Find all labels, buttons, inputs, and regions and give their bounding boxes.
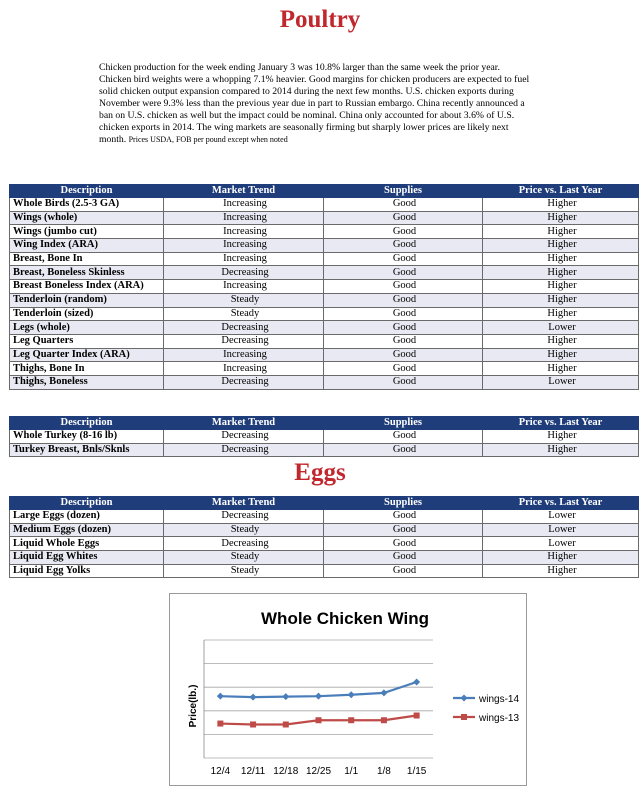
eggs-title: Eggs bbox=[294, 459, 346, 486]
table-row bbox=[10, 198, 639, 212]
supplies-cell: Good bbox=[324, 551, 483, 565]
data-point bbox=[250, 721, 256, 727]
description-cell: Wing Index (ARA) bbox=[10, 239, 164, 253]
table-row bbox=[10, 211, 639, 225]
data-point bbox=[380, 689, 387, 696]
poultry-title: Poultry bbox=[279, 6, 361, 33]
table-row bbox=[10, 510, 639, 524]
table-row bbox=[10, 321, 639, 335]
description-cell: Tenderloin (random) bbox=[10, 293, 164, 307]
trend-cell: Increasing bbox=[164, 225, 324, 239]
description-cell: Leg Quarters bbox=[10, 334, 164, 348]
supplies-cell: Good bbox=[324, 510, 483, 524]
trend-cell: Increasing bbox=[164, 280, 324, 294]
table-row bbox=[10, 334, 639, 348]
price-cell: Higher bbox=[483, 307, 639, 321]
y-axis-label: Price(lb.) bbox=[188, 684, 199, 728]
description-cell: Wings (jumbo cut) bbox=[10, 225, 164, 239]
trend-cell: Decreasing bbox=[164, 430, 324, 444]
supplies-cell: Good bbox=[324, 523, 483, 537]
price-cell: Higher bbox=[483, 551, 639, 565]
x-tick-label: 1/1 bbox=[344, 766, 359, 777]
trend-cell: Steady bbox=[164, 564, 324, 578]
poultry-header-row bbox=[10, 185, 639, 198]
data-point bbox=[315, 693, 322, 700]
data-point bbox=[316, 717, 322, 723]
price-cell: Higher bbox=[483, 443, 639, 457]
turkey-body bbox=[10, 430, 639, 457]
intro-note: Prices USDA, FOB per pound except when noted bbox=[128, 135, 288, 144]
description-cell: Thighs, Boneless bbox=[10, 375, 164, 389]
trend-cell: Increasing bbox=[164, 362, 324, 376]
description-cell: Leg Quarter Index (ARA) bbox=[10, 348, 164, 362]
supplies-cell: Good bbox=[324, 280, 483, 294]
data-point bbox=[414, 713, 420, 719]
table-row bbox=[10, 430, 639, 444]
price-cell: Higher bbox=[483, 362, 639, 376]
table-row bbox=[10, 225, 639, 239]
data-point bbox=[348, 691, 355, 698]
table-row bbox=[10, 537, 639, 551]
turkey-header-cell: Market Trend bbox=[164, 417, 324, 430]
table-row bbox=[10, 239, 639, 253]
wing-price-chart bbox=[169, 593, 527, 786]
supplies-cell: Good bbox=[324, 266, 483, 280]
data-point bbox=[217, 721, 223, 727]
x-tick-label: 12/25 bbox=[305, 766, 332, 777]
supplies-cell: Good bbox=[324, 375, 483, 389]
supplies-cell: Good bbox=[324, 307, 483, 321]
description-cell: Thighs, Bone In bbox=[10, 362, 164, 376]
price-cell: Higher bbox=[483, 348, 639, 362]
supplies-cell: Good bbox=[324, 239, 483, 253]
table-row bbox=[10, 375, 639, 389]
trend-cell: Increasing bbox=[164, 239, 324, 253]
data-point bbox=[250, 694, 257, 701]
trend-cell: Steady bbox=[164, 293, 324, 307]
price-cell: Higher bbox=[483, 430, 639, 444]
turkey-header-cell: Price vs. Last Year bbox=[483, 417, 639, 430]
eggs-table bbox=[9, 496, 639, 578]
table-row bbox=[10, 252, 639, 266]
description-cell: Whole Turkey (8-16 lb) bbox=[10, 430, 164, 444]
price-cell: Higher bbox=[483, 266, 639, 280]
eggs-body bbox=[10, 510, 639, 578]
supplies-cell: Good bbox=[324, 211, 483, 225]
description-cell: Whole Birds (2.5-3 GA) bbox=[10, 198, 164, 212]
trend-cell: Steady bbox=[164, 551, 324, 565]
price-cell: Lower bbox=[483, 523, 639, 537]
description-cell: Liquid Egg Whites bbox=[10, 551, 164, 565]
description-cell: Legs (whole) bbox=[10, 321, 164, 335]
table-row bbox=[10, 443, 639, 457]
chart-svg bbox=[170, 594, 526, 785]
trend-cell: Increasing bbox=[164, 211, 324, 225]
supplies-cell: Good bbox=[324, 321, 483, 335]
data-point bbox=[283, 721, 289, 727]
turkey-header-cell: Description bbox=[10, 417, 164, 430]
trend-cell: Decreasing bbox=[164, 321, 324, 335]
price-cell: Lower bbox=[483, 375, 639, 389]
x-tick-label: 12/4 bbox=[210, 766, 231, 777]
trend-cell: Decreasing bbox=[164, 443, 324, 457]
description-cell: Large Eggs (dozen) bbox=[10, 510, 164, 524]
legend-marker bbox=[461, 714, 467, 720]
description-cell: Wings (whole) bbox=[10, 211, 164, 225]
eggs-header-cell: Supplies bbox=[324, 497, 483, 510]
turkey-header-row bbox=[10, 417, 639, 430]
table-row bbox=[10, 280, 639, 294]
turkey-header-cell: Supplies bbox=[324, 417, 483, 430]
supplies-cell: Good bbox=[324, 537, 483, 551]
x-tick-label: 12/11 bbox=[240, 766, 266, 777]
price-cell: Higher bbox=[483, 280, 639, 294]
description-cell: Liquid Egg Yolks bbox=[10, 564, 164, 578]
price-cell: Higher bbox=[483, 225, 639, 239]
legend-marker bbox=[461, 695, 468, 702]
supplies-cell: Good bbox=[324, 443, 483, 457]
supplies-cell: Good bbox=[324, 348, 483, 362]
price-cell: Higher bbox=[483, 211, 639, 225]
poultry-body bbox=[10, 198, 639, 390]
legend-label: wings-13 bbox=[479, 713, 520, 724]
table-row bbox=[10, 564, 639, 578]
description-cell: Liquid Whole Eggs bbox=[10, 537, 164, 551]
turkey-table bbox=[9, 416, 639, 457]
trend-cell: Increasing bbox=[164, 252, 324, 266]
x-tick-label: 1/15 bbox=[406, 766, 427, 777]
x-tick-label: 12/18 bbox=[273, 766, 299, 777]
poultry-header-cell: Price vs. Last Year bbox=[483, 185, 639, 198]
legend bbox=[453, 694, 519, 724]
eggs-header-row bbox=[10, 497, 639, 510]
price-cell: Lower bbox=[483, 510, 639, 524]
trend-cell: Increasing bbox=[164, 348, 324, 362]
table-row bbox=[10, 362, 639, 376]
price-cell: Higher bbox=[483, 293, 639, 307]
poultry-table bbox=[9, 184, 639, 390]
legend-label: wings-14 bbox=[479, 694, 520, 705]
trend-cell: Steady bbox=[164, 307, 324, 321]
trend-cell: Decreasing bbox=[164, 375, 324, 389]
poultry-header-cell: Supplies bbox=[324, 185, 483, 198]
x-tick-label: 1/8 bbox=[376, 766, 391, 777]
table-row bbox=[10, 348, 639, 362]
supplies-cell: Good bbox=[324, 293, 483, 307]
description-cell: Turkey Breast, Bnls/Sknls bbox=[10, 443, 164, 457]
data-point bbox=[348, 717, 354, 723]
description-cell: Medium Eggs (dozen) bbox=[10, 523, 164, 537]
trend-cell: Decreasing bbox=[164, 537, 324, 551]
eggs-header-cell: Market Trend bbox=[164, 497, 324, 510]
trend-cell: Decreasing bbox=[164, 510, 324, 524]
poultry-header-cell: Description bbox=[10, 185, 164, 198]
trend-cell: Decreasing bbox=[164, 266, 324, 280]
data-point bbox=[217, 693, 224, 700]
data-point bbox=[381, 717, 387, 723]
series-layer bbox=[217, 679, 420, 728]
table-row bbox=[10, 523, 639, 537]
description-cell: Breast Boneless Index (ARA) bbox=[10, 280, 164, 294]
description-cell: Breast, Bone In bbox=[10, 252, 164, 266]
description-cell: Breast, Boneless Skinless bbox=[10, 266, 164, 280]
trend-cell: Steady bbox=[164, 523, 324, 537]
price-cell: Higher bbox=[483, 239, 639, 253]
x-tick-labels bbox=[211, 766, 427, 777]
price-cell: Higher bbox=[483, 252, 639, 266]
description-cell: Tenderloin (sized) bbox=[10, 307, 164, 321]
supplies-cell: Good bbox=[324, 252, 483, 266]
trend-cell: Decreasing bbox=[164, 334, 324, 348]
table-row bbox=[10, 293, 639, 307]
supplies-cell: Good bbox=[324, 564, 483, 578]
table-row bbox=[10, 551, 639, 565]
data-point bbox=[282, 693, 289, 700]
supplies-cell: Good bbox=[324, 334, 483, 348]
intro-paragraph bbox=[99, 62, 531, 146]
price-cell: Lower bbox=[483, 537, 639, 551]
supplies-cell: Good bbox=[324, 430, 483, 444]
poultry-header-cell: Market Trend bbox=[164, 185, 324, 198]
table-row bbox=[10, 307, 639, 321]
price-cell: Higher bbox=[483, 564, 639, 578]
data-point bbox=[413, 679, 420, 686]
eggs-header-cell: Description bbox=[10, 497, 164, 510]
intro-text: Chicken production for the week ending January 3 was 10.8% larger than the same week the prior year. Chicken bird weights were a whopping 7.1% heavier. Good margins for chicken producers are expected to fuel solid chicken output expansion compared to 2014 during the next few months. U.S. chicken exports during November were 9.3% less than the previous year due in part to Russian embargo. China recently announced a ban on U.S. chicken as well but the impact could be nominal. China only accounted for about 3.6% of U.S. chicken exports in 2014. The wing markets are seasonally firming but sharply lower prices are likely next month. bbox=[99, 62, 530, 145]
price-cell: Higher bbox=[483, 198, 639, 212]
supplies-cell: Good bbox=[324, 198, 483, 212]
table-row bbox=[10, 266, 639, 280]
price-cell: Lower bbox=[483, 321, 639, 335]
eggs-header-cell: Price vs. Last Year bbox=[483, 497, 639, 510]
supplies-cell: Good bbox=[324, 362, 483, 376]
trend-cell: Increasing bbox=[164, 198, 324, 212]
supplies-cell: Good bbox=[324, 225, 483, 239]
chart-title: Whole Chicken Wing bbox=[261, 609, 429, 628]
price-cell: Higher bbox=[483, 334, 639, 348]
